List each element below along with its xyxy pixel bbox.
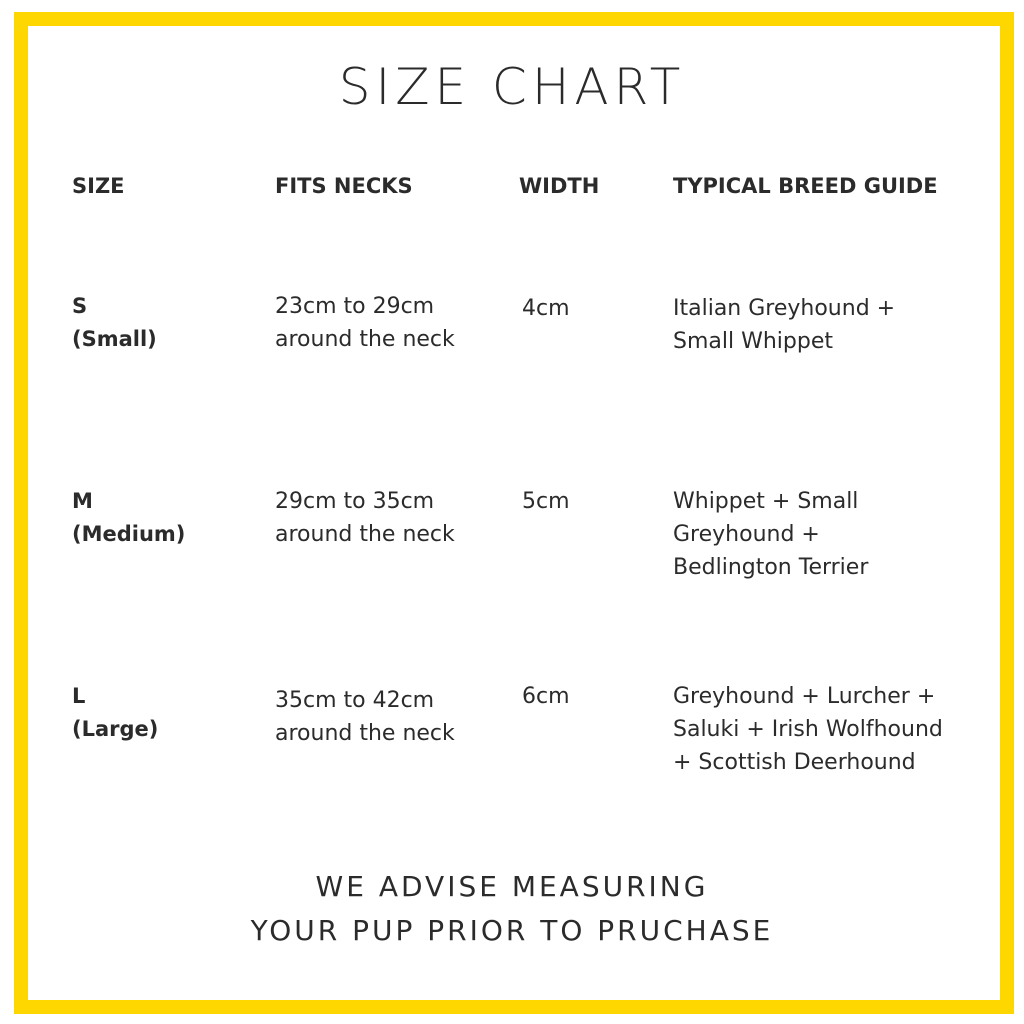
neck-note: around the neck	[275, 721, 455, 746]
neck-range: 23cm to 29cm	[275, 294, 435, 319]
size-code: L	[72, 684, 86, 708]
size-code: S	[72, 294, 88, 318]
neck-range: 29cm to 35cm	[275, 489, 435, 514]
breed-line: + Scottish Deerhound	[673, 750, 916, 775]
neck-range: 35cm to 42cm	[275, 688, 435, 713]
size-label: (Small)	[72, 327, 157, 351]
row-medium-neck	[275, 485, 455, 551]
header-size: SIZE	[72, 174, 125, 198]
size-code: M	[72, 489, 93, 513]
row-small-size	[72, 290, 157, 356]
row-medium-width: 5cm	[522, 489, 570, 514]
row-small-breeds	[673, 292, 895, 358]
footer-line-1: WE ADVISE MEASURING	[315, 870, 709, 903]
size-label: (Large)	[72, 717, 159, 741]
breed-line: Saluki + Irish Wolfhound	[673, 717, 943, 742]
row-large-size	[72, 680, 158, 746]
row-medium-size	[72, 485, 185, 551]
row-large-neck	[275, 684, 455, 750]
breed-line: Italian Greyhound +	[673, 296, 896, 321]
neck-note: around the neck	[275, 522, 455, 547]
page-title: SIZE CHART	[338, 58, 686, 116]
row-medium-breeds	[673, 485, 868, 584]
header-breed-guide: TYPICAL BREED GUIDE	[673, 174, 938, 198]
breed-line: Bedlington Terrier	[673, 555, 869, 580]
size-label: (Medium)	[72, 522, 186, 546]
neck-note: around the neck	[275, 327, 455, 352]
row-small-width: 4cm	[522, 296, 570, 321]
header-fits-necks: FITS NECKS	[275, 174, 413, 198]
row-large-width: 6cm	[522, 684, 570, 709]
footer-line-2: YOUR PUP PRIOR TO PRUCHASE	[250, 914, 774, 947]
row-small-neck	[275, 290, 455, 356]
breed-line: Whippet + Small	[673, 489, 859, 514]
row-large-breeds	[673, 680, 943, 779]
breed-line: Small Whippet	[673, 329, 833, 354]
breed-line: Greyhound + Lurcher +	[673, 684, 936, 709]
breed-line: Greyhound +	[673, 522, 820, 547]
header-width: WIDTH	[519, 174, 600, 198]
